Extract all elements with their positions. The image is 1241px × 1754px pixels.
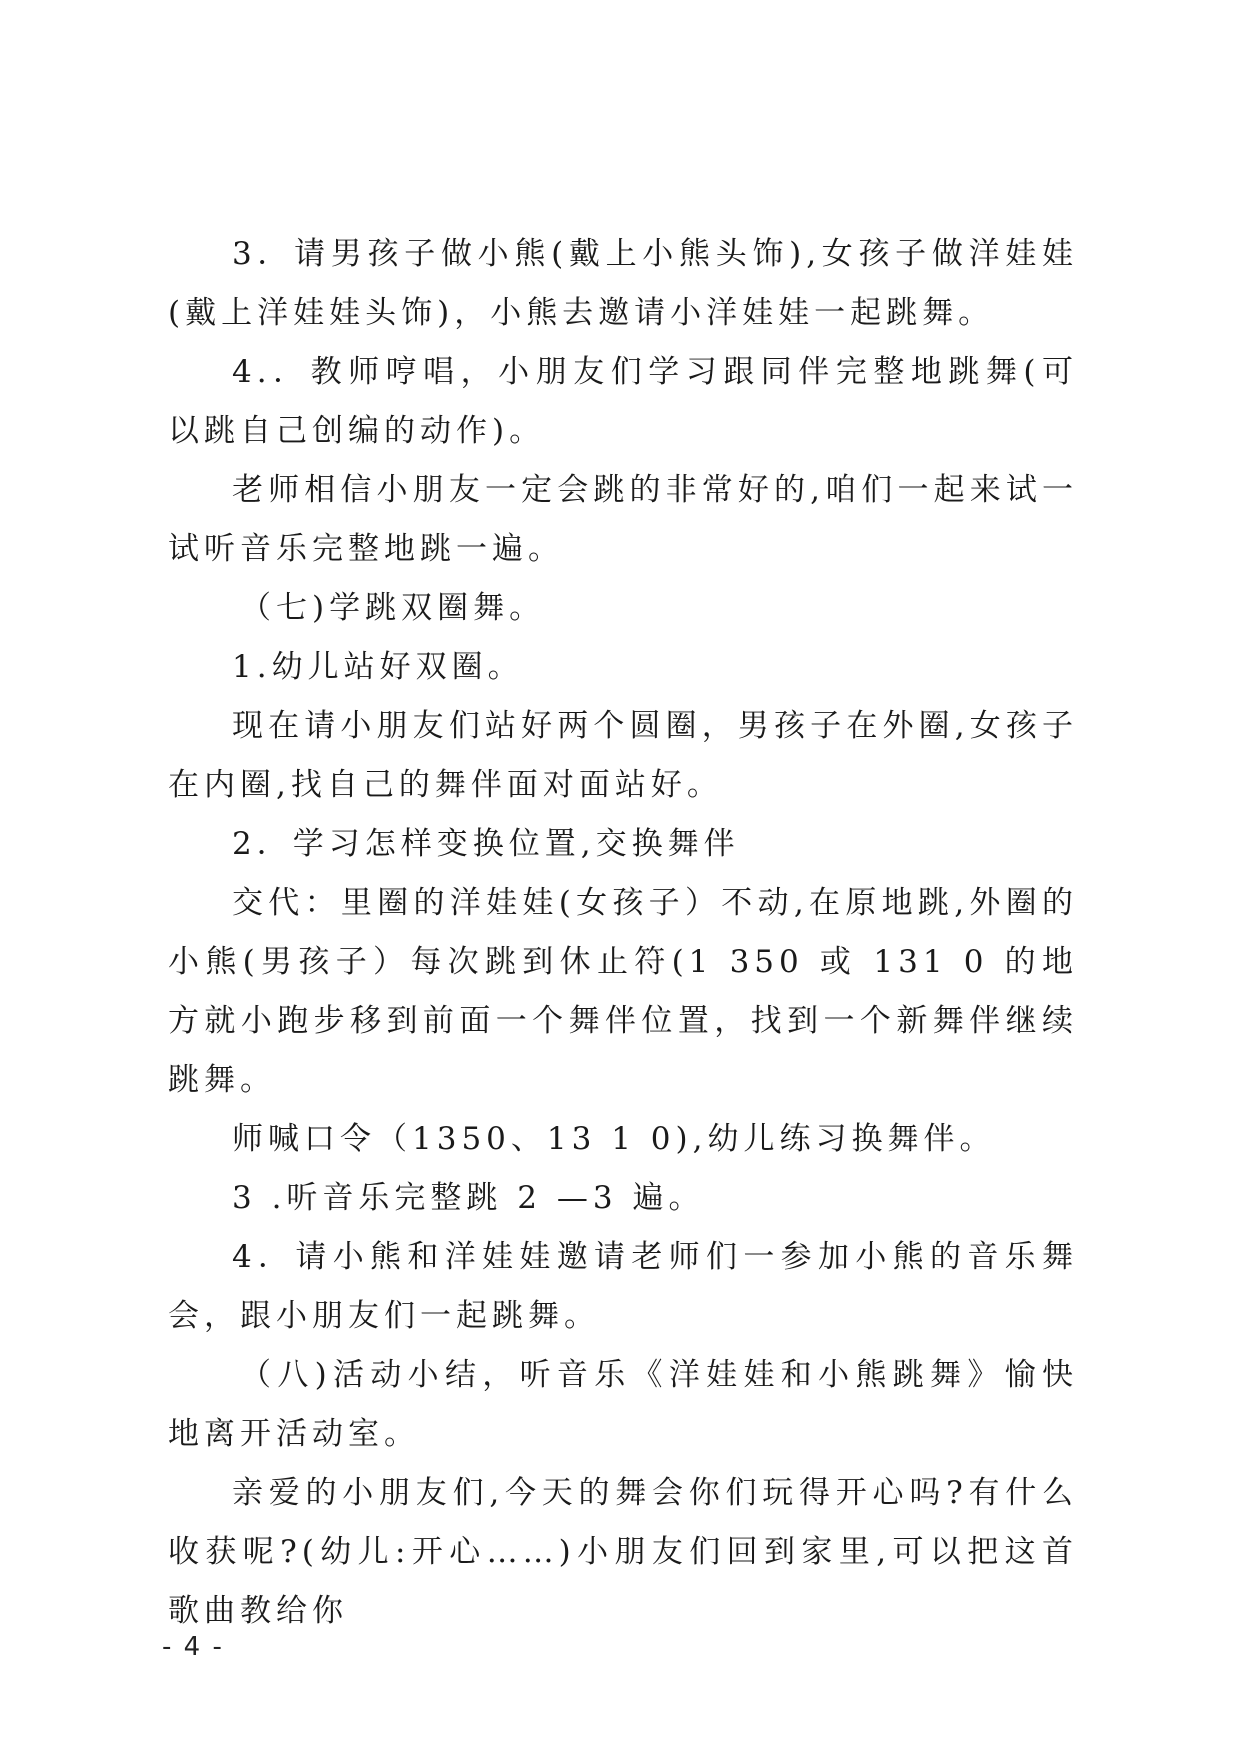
section-heading-eight: （八)活动小结，听音乐《洋娃娃和小熊跳舞》愉快地离开活动室。 — [168, 1357, 1078, 1452]
paragraph-step-2-swap-partners: 2．学习怎样变换位置,交换舞伴 — [232, 826, 740, 862]
paragraph-step-3-full-dance: 3 .听音乐完整跳 2 —3 遍。 — [232, 1180, 705, 1216]
paragraph-teacher-encouragement: 老师相信小朋友一定会跳的非常好的,咱们一起来试一试听音乐完整地跳一遍。 — [168, 472, 1078, 567]
paragraph-closing-remarks: 亲爱的小朋友们,今天的舞会你们玩得开心吗?有什么收获呢?(幼儿:开心……)小朋友们回到家里,可以把这首歌曲教给你 — [168, 1475, 1078, 1629]
paragraph-step-1-double-circle: 1.幼儿站好双圈。 — [232, 649, 524, 685]
paragraph-step-4-invite-teachers: 4．请小熊和洋娃娃邀请老师们一参加小熊的音乐舞会，跟小朋友们一起跳舞。 — [168, 1239, 1078, 1334]
section-heading-seven: （七)学跳双圈舞。 — [240, 590, 546, 626]
page-number: - 4 - — [162, 1632, 224, 1662]
paragraph-circle-instructions: 现在请小朋友们站好两个圆圈，男孩子在外圈,女孩子在内圈,找自己的舞伴面对面站好。 — [168, 708, 1078, 803]
paragraph-step-4-teacher-hums: 4.．教师哼唱，小朋友们学习跟同伴完整地跳舞(可以跳自己创编的动作)。 — [168, 354, 1078, 449]
paragraph-explanation: 交代：里圈的洋娃娃(女孩子）不动,在原地跳,外圈的小熊(男孩子）每次跳到休止符(1 350 或 131 0 的地方就小跑步移到前面一个舞伴位置，找到一个新舞伴继续跳舞。 — [168, 885, 1078, 1098]
body-text — [168, 225, 1078, 1641]
paragraph-teacher-commands: 师喊口令（1350、13 1 0),幼儿练习换舞伴。 — [232, 1121, 996, 1157]
paragraph-step-3-roles: 3．请男孩子做小熊(戴上小熊头饰),女孩子做洋娃娃(戴上洋娃娃头饰)，小熊去邀请小洋娃娃一起跳舞。 — [168, 236, 1078, 331]
